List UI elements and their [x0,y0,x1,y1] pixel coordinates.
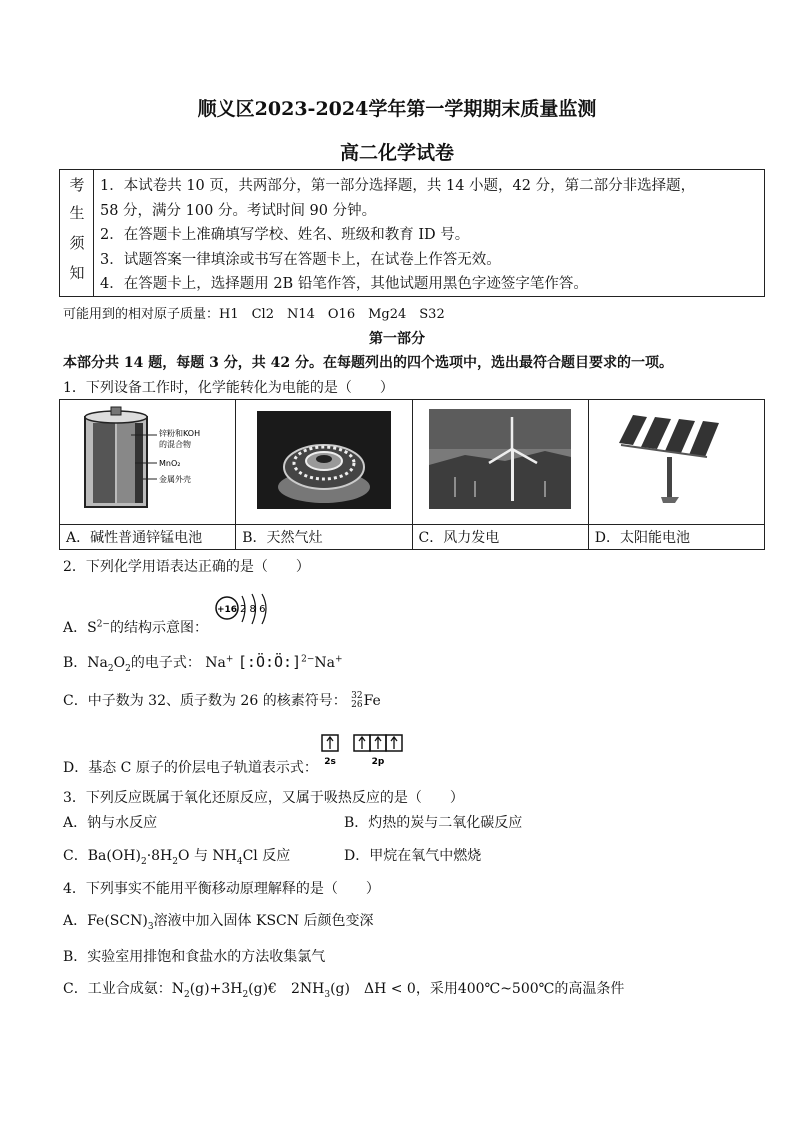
q3-c-part: O 与 NH [178,848,237,864]
orbital-diagram [320,733,410,767]
q1-image-cell-a [60,400,236,525]
notice-item: 3．试题答案一律填涂或书写在答题卡上，在试卷上作答无效。 [100,251,501,268]
orbital-2s-label: 2s [324,757,336,767]
q3-stem: 3．下列反应既属于氧化还原反应，又属于吸热反应的是（ ） [63,790,464,806]
q2-c-text: C．中子数为 32、质子数为 26 的核素符号： [63,693,347,709]
q3-option-a: A．钠与水反应 [63,815,158,831]
electron-formula-na: Na [205,655,226,671]
nucleus-charge: +16 [216,605,238,615]
q1-image-cell-b [236,400,412,525]
battery-diagram-image [73,405,223,515]
q2-b-mid: O [113,655,126,671]
q1-option-a: A．碱性普通锌锰电池 [60,525,236,550]
q4-c-sub: 2 [242,989,249,1000]
notice-box [59,169,765,297]
sulfide-structure-diagram [212,592,276,636]
q4-c-part: C．工业合成氨：N [63,981,184,997]
q2-option-b [63,652,343,674]
part1-heading: 第一部分 [369,331,425,347]
exam-title: 顺义区2023-2024学年第一学期期末质量监测 [197,98,597,120]
q2-b-sub2: 2 [125,663,131,674]
q4-stem: 4．下列事实不能用平衡移动原理解释的是（ ） [63,881,380,897]
notice-item: 1．本试卷共 10 页，共两部分，第一部分选择题，共 14 小题，42 分，第二部分非选择题， [100,178,696,194]
q2-option-d: D．基态 C 原子的价层电子轨道表示式： [63,760,318,776]
q1-image-cell-c [412,400,588,525]
shell-electrons: 2 8 6 [240,604,266,615]
electron-formula-plus: + [335,654,343,665]
q1-option-d: D．太阳能电池 [588,525,764,550]
q2-option-c [63,690,381,710]
q3-c-sub: 2 [172,856,179,867]
q2-b-prefix: B．Na [63,655,108,671]
q4-c-sub: 2 [183,989,190,1000]
q4-c-part: (g)+3H [189,981,243,997]
q3-option-c [63,845,290,867]
q1-option-c: C．风力发电 [412,525,588,550]
q3-c-part: C．Ba(OH) [63,848,141,864]
electron-formula-plus: + [225,654,234,665]
atomic-number: 26 [351,700,363,710]
q4-option-c [63,978,624,1000]
q3-option-d: D．甲烷在氧气中燃烧 [344,848,482,864]
q4-a-sub: 3 [147,921,154,932]
electron-formula-na: Na [314,655,336,671]
q3-option-b: B．灼热的炭与二氧化碳反应 [344,815,523,831]
q1-image-cell-d [588,400,764,525]
notice-label-char: 须 [69,234,85,252]
notice-label-char: 知 [69,264,85,282]
notice-label-char: 生 [69,204,85,222]
q4-c-part: (g)€ 2NH [248,981,325,997]
q1-stem: 1．下列设备工作时，化学能转化为电能的是（ ） [63,380,394,396]
q4-option-a [63,910,373,932]
notice-items [100,174,758,297]
battery-label: 锌粉和KOH [158,429,200,438]
q4-c-sub: 3 [324,989,331,1000]
notice-item: 4．在答题卡上，选择题用 2B 铅笔作答，其他试题用黑色字迹签字笔作答。 [100,276,588,292]
notice-item: 58 分，满分 100 分。考试时间 90 分钟。 [100,202,377,219]
q4-option-b: B．实验室用排饱和食盐水的方法收集氯气 [63,949,326,965]
q4-a-part: A．Fe(SCN) [63,913,148,929]
exam-subtitle: 高二化学试卷 [339,142,454,164]
q3-c-sub: 2 [140,856,147,867]
q3-c-part: Cl 反应 [242,848,291,864]
q2-a-charge: 2− [96,619,110,630]
notice-label [60,170,94,296]
notice-label-char: 考 [69,176,85,194]
q3-c-sub: 4 [236,856,243,867]
wind-turbine-image [425,405,575,515]
q2-a-prefix: A．S [63,620,97,636]
notice-item: 2．在答题卡上准确填写学校、姓名、班级和教育 ID 号。 [100,227,470,243]
q2-a-text: 的结构示意图： [109,620,208,636]
battery-label: 的混合物 [158,440,191,449]
battery-label: MnO₂ [158,459,181,468]
mass-number: 32 [351,691,363,701]
q2-b-sub1: 2 [107,663,114,674]
solar-panel-image [601,405,751,515]
q4-a-part: 溶液中加入固体 KSCN 后颜色变深 [153,913,374,929]
battery-label: 金属外壳 [158,475,191,484]
part1-instruction: 本部分共 14 题，每题 3 分，共 42 分。在每题列出的四个选项中，选出最符合题目要求的一项。 [63,355,673,371]
electron-formula-core: [:Ö:Ö:] [237,653,302,671]
orbital-2p-label: 2p [371,757,385,767]
element-symbol: Fe [363,693,381,709]
q2-option-a [63,617,208,637]
q4-c-part: (g) ΔH < 0，采用400℃~500℃的高温条件 [330,981,625,997]
atomic-masses: 可能用到的相对原子质量：H1 Cl2 N14 O16 Mg24 S32 [63,307,445,322]
nuclide-numbers [351,692,362,710]
gas-stove-image [249,405,399,515]
q2-stem: 2．下列化学用语表达正确的是（ ） [63,559,310,575]
q2-b-text: 的电子式： [130,655,201,671]
q1-options-table [59,399,765,550]
electron-formula-charge: 2− [301,654,315,665]
q3-c-part: ·8H [146,848,173,864]
q1-option-b: B．天然气灶 [236,525,412,550]
